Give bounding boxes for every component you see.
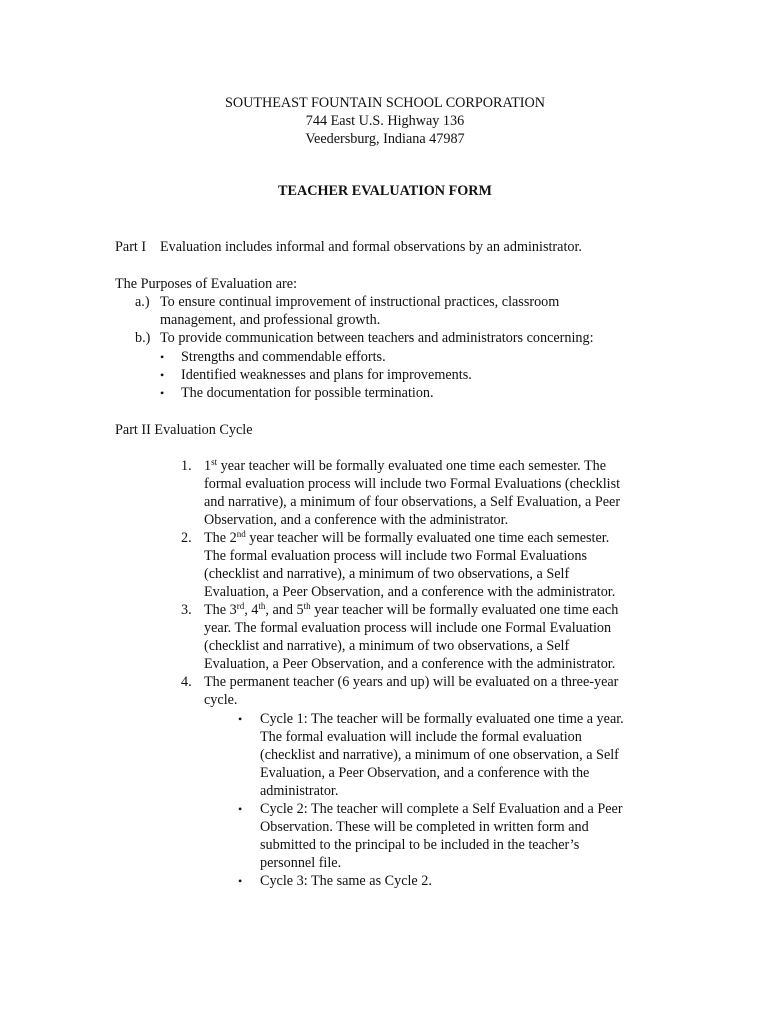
item1-line-2: formal evaluation process will include two Formal Evaluations (checklist <box>204 476 621 492</box>
bullet-icon: • <box>160 350 165 364</box>
bullet-icon: • <box>160 368 165 382</box>
item4-line-2: cycle. <box>204 692 238 708</box>
purpose-b-marker: b.) <box>135 330 151 346</box>
item1-line-4: Observation, and a conference with the administrator. <box>204 512 509 528</box>
item-number: 1. <box>181 458 192 474</box>
item1-line-3: and narrative), a minimum of four observations, a Self Evaluation, a Peer <box>204 494 621 510</box>
item3-line-1: The 3rd, 4th, and 5th year teacher will be formally evaluated one time each <box>204 601 619 618</box>
item2-line-4: Evaluation, a Peer Observation, and a conference with the administrator. <box>204 584 616 600</box>
item3-line-4: Evaluation, a Peer Observation, and a conference with the administrator. <box>204 656 616 672</box>
item-number: 2. <box>181 530 192 546</box>
item2-line-2: The formal evaluation process will include two Formal Evaluations <box>204 548 587 564</box>
bullet-icon: • <box>238 874 243 888</box>
part1-text: Evaluation includes informal and formal observations by an administrator. <box>160 239 582 255</box>
item1-line-1: 1st year teacher will be formally evaluated one time each semester. The <box>204 457 607 474</box>
org-name: SOUTHEAST FOUNTAIN SCHOOL CORPORATION <box>224 95 546 111</box>
item4-line-1: The permanent teacher (6 years and up) will be evaluated on a three-year <box>204 674 619 690</box>
cycle1-line: Cycle 1: The teacher will be formally evaluated one time a year. <box>260 711 624 727</box>
item3-line-2: year. The formal evaluation process will include one Formal Evaluation <box>204 620 612 636</box>
part2-heading: Part II Evaluation Cycle <box>115 422 253 438</box>
purpose-bullet: Identified weaknesses and plans for improvements. <box>181 367 472 383</box>
bullet-icon: • <box>160 386 165 400</box>
purpose-a-line-2: management, and professional growth. <box>160 312 381 328</box>
bullet-icon: • <box>238 712 243 726</box>
purpose-bullet: Strengths and commendable efforts. <box>181 349 386 365</box>
purpose-b-line-1: To provide communication between teachers and administrators concerning: <box>160 330 594 346</box>
cycle2-line: Observation. These will be completed in written form and <box>260 819 589 835</box>
bullet-icon: • <box>238 802 243 816</box>
cycle1-line: administrator. <box>260 783 339 799</box>
item2-line-3: (checklist and narrative), a minimum of two observations, a Self <box>204 566 570 582</box>
part1-label: Part I <box>115 239 147 255</box>
cycle1-line: Evaluation, a Peer Observation, and a conference with the <box>260 765 590 781</box>
cycle2-line: submitted to the principal to be included in the teacher’s <box>260 837 580 853</box>
item2-line-1: The 2nd year teacher will be formally evaluated one time each semester. <box>204 529 610 546</box>
cycle1-line: The formal evaluation will include the formal evaluation <box>260 729 582 745</box>
address-line-1: 744 East U.S. Highway 136 <box>305 113 465 129</box>
item3-line-3: (checklist and narrative), a minimum of two observations, a Self <box>204 638 570 654</box>
item-number: 4. <box>181 674 192 690</box>
purpose-a-line-1: To ensure continual improvement of instructional practices, classroom <box>160 294 560 310</box>
purposes-heading: The Purposes of Evaluation are: <box>115 276 298 292</box>
item-number: 3. <box>181 602 192 618</box>
form-title: TEACHER EVALUATION FORM <box>278 183 492 199</box>
cycle2-line: Cycle 2: The teacher will complete a Self Evaluation and a Peer <box>260 801 623 817</box>
purpose-bullet: The documentation for possible termination. <box>181 385 434 401</box>
cycle3-line: Cycle 3: The same as Cycle 2. <box>260 873 432 889</box>
cycle2-line: personnel file. <box>260 855 342 871</box>
address-line-2: Veedersburg, Indiana 47987 <box>305 131 465 147</box>
purpose-a-marker: a.) <box>135 294 150 310</box>
cycle1-line: (checklist and narrative), a minimum of one observation, a Self <box>260 747 619 763</box>
